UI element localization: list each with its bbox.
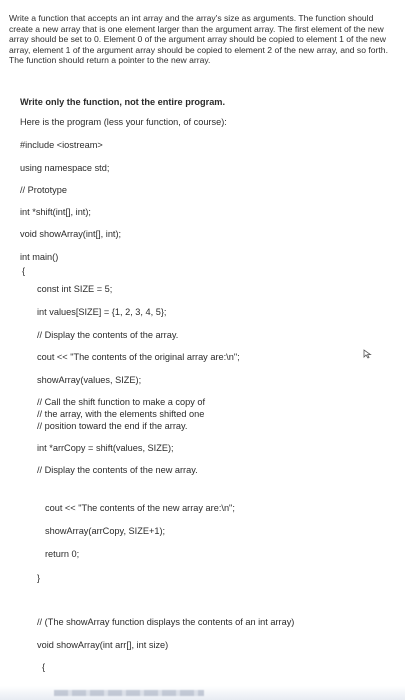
code-line: {: [22, 266, 26, 276]
lead-text: Here is the program (less your function, of course):: [20, 117, 227, 127]
code-line: int main(): [20, 252, 59, 262]
code-line: showArray(arrCopy, SIZE+1);: [45, 526, 166, 536]
instruction-text: Write only the function, not the entire program.: [20, 97, 226, 107]
code-line: const int SIZE = 5;: [37, 284, 113, 294]
code-line: // Display the contents of the array.: [37, 330, 179, 340]
cut-off-text: [54, 690, 204, 696]
code-line: using namespace std;: [20, 163, 110, 173]
code-line: // Display the contents of the new array.: [37, 465, 198, 475]
code-line: showArray(values, SIZE);: [37, 375, 142, 385]
code-line: {: [42, 662, 46, 672]
code-line: void showArray(int[], int);: [20, 229, 122, 239]
code-line: int *shift(int[], int);: [20, 207, 91, 217]
code-line: // Call the shift function to make a copy of: [37, 397, 206, 407]
problem-description: Write a function that accepts an int array and the array's size as arguments. The function should create a new array that is one element larger than the argument array. The first element of the new array should be set to 0. Element 0 of the argument array should be copied to element 1 of the new array, element 1 of the argument array should be copied to element 2 of the new array, and so forth. The function should return a pointer to the new array.: [9, 13, 388, 66]
code-line: cout << "The contents of the original array are:\n";: [37, 352, 240, 362]
code-line: // (The showArray function displays the contents of an int array): [37, 617, 295, 627]
code-line: // the array, with the elements shifted one: [37, 409, 205, 419]
code-line: return 0;: [45, 549, 80, 559]
code-line: #include <iostream>: [20, 140, 103, 150]
code-line: void showArray(int arr[], int size): [37, 640, 169, 650]
mouse-cursor-icon: [363, 349, 373, 359]
code-line: }: [37, 573, 41, 583]
code-line: int values[SIZE] = {1, 2, 3, 4, 5};: [37, 307, 167, 317]
code-line: cout << "The contents of the new array are:\n";: [45, 503, 235, 513]
code-line: // Prototype: [20, 185, 67, 195]
code-line: int *arrCopy = shift(values, SIZE);: [37, 443, 174, 453]
code-line: // position toward the end if the array.: [37, 421, 188, 431]
